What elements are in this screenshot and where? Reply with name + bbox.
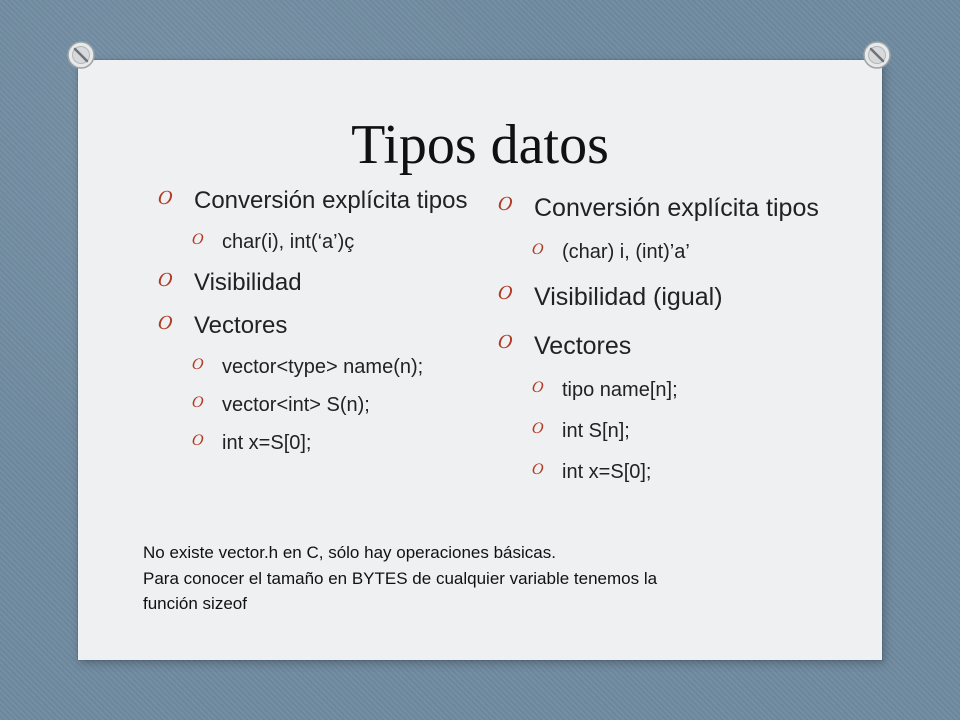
bullet-text: tipo name[n]; — [562, 378, 678, 401]
bullet-text: int x=S[0]; — [222, 431, 312, 454]
bullet-text: Visibilidad — [194, 268, 302, 296]
bullet-text: Vectores — [194, 312, 288, 340]
bullet-marker-icon: O — [156, 268, 174, 291]
bullet-item — [158, 184, 470, 218]
sub-bullet-item — [192, 228, 470, 256]
left-bullet-list — [150, 180, 470, 457]
footnote-line: función sizeof — [143, 594, 247, 613]
right-bullet-list — [490, 186, 820, 487]
bullet-marker-icon: O — [191, 230, 205, 248]
bullet-marker-icon: O — [496, 193, 514, 215]
bullet-marker-icon: O — [531, 378, 545, 396]
bullet-text: Visibilidad (igual) — [534, 283, 723, 312]
sub-bullet-item — [192, 429, 470, 457]
bullet-marker-icon: O — [531, 460, 545, 478]
bullet-text: int S[n]; — [562, 419, 630, 442]
bullet-text: Vectores — [534, 331, 632, 360]
bullet-text: int x=S[0]; — [562, 460, 652, 483]
bullet-marker-icon: O — [531, 419, 545, 437]
bullet-marker-icon: O — [531, 241, 545, 259]
bullet-item — [158, 309, 470, 343]
bullet-item — [498, 190, 820, 226]
bullet-text: Conversión explícita tipos — [534, 194, 819, 222]
sub-bullet-item — [192, 391, 470, 419]
bullet-marker-icon: O — [191, 393, 205, 411]
bullet-marker-icon: O — [156, 312, 174, 335]
bullet-item — [498, 279, 820, 315]
sub-bullet-item — [192, 353, 470, 381]
sub-bullet-item — [532, 376, 820, 405]
bullet-marker-icon: O — [191, 355, 205, 373]
bullet-text: vector<type> name(n); — [222, 355, 424, 378]
footnote-line: Para conocer el tamaño en BYTES de cualquier variable tenemos la — [143, 568, 658, 588]
bullet-item — [158, 266, 470, 300]
bullet-marker-icon: O — [496, 282, 514, 305]
bullet-marker-icon: O — [496, 330, 514, 353]
sub-bullet-item — [532, 417, 820, 446]
footnote — [143, 540, 843, 617]
pushpin-icon — [66, 40, 96, 70]
bullet-text: Conversión explícita tipos — [194, 187, 468, 214]
bullet-text: char(i), int(‘a’)ç — [222, 230, 355, 253]
bullet-marker-icon: O — [191, 431, 205, 449]
bullet-text: vector<int> S(n); — [222, 393, 370, 416]
bullet-text: (char) i, (int)’a’ — [562, 241, 690, 264]
sub-bullet-item — [532, 238, 820, 267]
slide-title: Tipos datos — [351, 114, 609, 176]
pushpin-icon — [862, 40, 892, 70]
sub-bullet-item — [532, 458, 820, 487]
footnote-line: No existe vector.h en C, sólo hay operaciones básicas. — [143, 543, 556, 562]
bullet-marker-icon: O — [156, 187, 174, 209]
bullet-item — [498, 328, 820, 364]
